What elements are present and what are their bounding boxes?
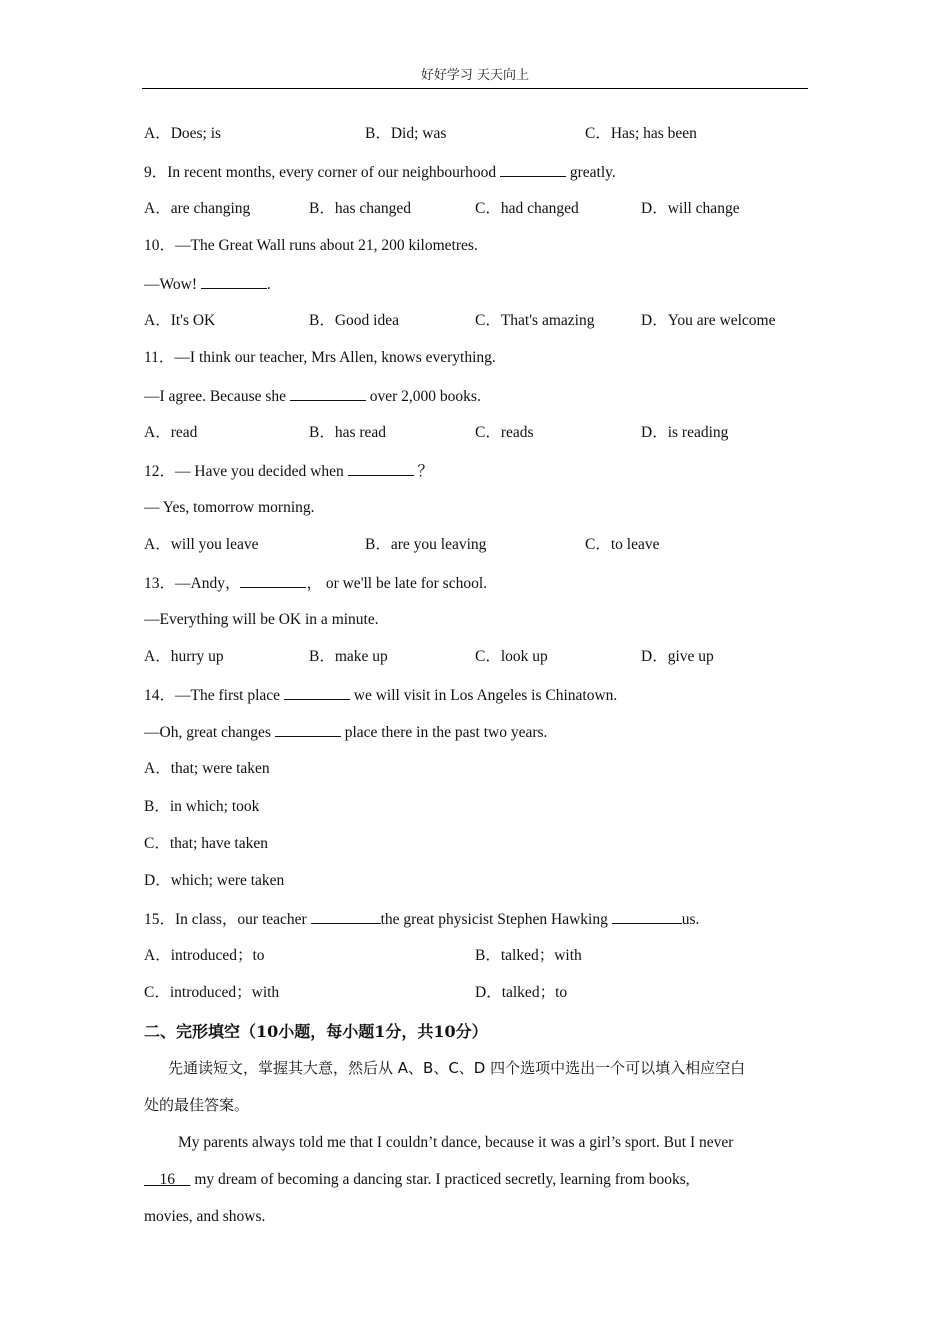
q9-option-a[interactable]: A．are changing <box>144 200 251 217</box>
q15-stem <box>144 909 699 930</box>
q14-stem <box>144 685 617 706</box>
section-title: 二、完形填空（10小题，每小题1分，共10分） <box>144 1022 488 1041</box>
q13-stem-text: 13．—Andy， <box>144 575 241 592</box>
q13-reply: —Everything will be OK in a minute. <box>144 611 379 628</box>
q11-option-c[interactable]: C．reads <box>475 424 534 441</box>
q9-stem-text: 9．In recent months, every corner of our neighbourhood <box>144 164 500 181</box>
answer-blank <box>284 685 350 700</box>
q14-reply <box>144 722 547 743</box>
cloze-blank-number: 16 <box>159 1171 175 1188</box>
q9-stem-end: greatly. <box>565 164 616 181</box>
q12-option-c[interactable]: C．to leave <box>585 536 660 553</box>
q11-option-a[interactable]: A．read <box>144 424 198 441</box>
q13-option-c[interactable]: C．look up <box>475 648 548 665</box>
passage-line-1: My parents always told me that I couldn’t dance, because it was a girl’s sport. But I never <box>178 1134 734 1151</box>
q8-option-a[interactable]: A．Does; is <box>144 125 222 142</box>
q13-stem <box>144 573 487 594</box>
answer-blank <box>201 274 267 289</box>
q11-option-b[interactable]: B．has read <box>309 424 387 441</box>
answer-blank <box>311 909 381 924</box>
q10-stem: 10．—The Great Wall runs about 21, 200 kilometres. <box>144 237 478 254</box>
q9-option-d[interactable]: D．will change <box>641 200 740 217</box>
section-instructions-line1: 先通读短文，掌握其大意，然后从 A、B、C、D 四个选项中选出一个可以填入相应空白 <box>168 1059 746 1077</box>
q13-stem-end: ， or we'll be late for school. <box>306 575 488 592</box>
q13-option-b[interactable]: B．make up <box>309 648 388 665</box>
q14-reply-end: place there in the past two years. <box>340 724 548 741</box>
q15-stem-mid: the great physicist Stephen Hawking <box>380 911 612 928</box>
q12-option-b[interactable]: B．are you leaving <box>365 536 487 553</box>
passage-line-2 <box>144 1170 690 1190</box>
q14-reply-text: —Oh, great changes <box>144 724 275 741</box>
answer-blank <box>612 909 682 924</box>
q14-stem-text: 14．—The first place <box>144 687 284 704</box>
q13-option-d[interactable]: D．give up <box>641 648 714 665</box>
q12-option-a[interactable]: A．will you leave <box>144 536 259 553</box>
q11-stem: 11．—I think our teacher, Mrs Allen, knows everything. <box>144 349 496 366</box>
q9-stem <box>144 162 616 183</box>
section-instructions-line2: 处的最佳答案。 <box>144 1096 250 1114</box>
q10-reply-text: —Wow! <box>144 276 201 293</box>
q14-option-d[interactable]: D．which; were taken <box>144 872 285 889</box>
q8-option-c[interactable]: C．Has; has been <box>585 125 697 142</box>
passage-line-2-text: my dream of becoming a dancing star. I practiced secretly, learning from books, <box>190 1171 690 1188</box>
q15-option-a[interactable]: A．introduced；to <box>144 947 265 964</box>
q11-reply <box>144 386 481 407</box>
q9-option-b[interactable]: B．has changed <box>309 200 412 217</box>
q11-reply-end: over 2,000 books. <box>365 388 481 405</box>
q11-option-d[interactable]: D．is reading <box>641 424 729 441</box>
q15-option-b[interactable]: B．talked；with <box>475 947 582 964</box>
q14-stem-end: we will visit in Los Angeles is Chinatown. <box>349 687 618 704</box>
cloze-blank-16[interactable] <box>144 1171 191 1188</box>
q12-stem-text: 12．— Have you decided when <box>144 463 348 480</box>
q14-option-a[interactable]: A．that; were taken <box>144 760 270 777</box>
q10-option-b[interactable]: B．Good idea <box>309 312 399 329</box>
answer-blank <box>500 162 566 177</box>
q12-stem-end: ？ <box>413 463 433 480</box>
q8-option-b[interactable]: B．Did; was <box>365 125 447 142</box>
q10-reply <box>144 274 271 295</box>
answer-blank <box>275 722 341 737</box>
q15-stem-end: us. <box>681 911 700 928</box>
q15-option-d[interactable]: D．talked；to <box>475 984 568 1001</box>
q12-reply: — Yes, tomorrow morning. <box>144 499 315 516</box>
header-divider <box>142 88 808 89</box>
q14-option-b[interactable]: B．in which; took <box>144 798 260 815</box>
q10-option-a[interactable]: A．It's OK <box>144 312 216 329</box>
answer-blank <box>240 573 306 588</box>
q11-reply-text: —I agree. Because she <box>144 388 290 405</box>
answer-blank <box>348 461 414 476</box>
q10-option-d[interactable]: D．You are welcome <box>641 312 776 329</box>
answer-blank <box>290 386 366 401</box>
q15-stem-text: 15．In class，our teacher <box>144 911 311 928</box>
page-header: 好好学习 天天向上 <box>420 68 530 83</box>
q10-option-c[interactable]: C．That's amazing <box>475 312 595 329</box>
q12-stem <box>144 461 433 482</box>
passage-line-3: movies, and shows. <box>144 1208 266 1225</box>
q9-option-c[interactable]: C．had changed <box>475 200 579 217</box>
q15-option-c[interactable]: C．introduced；with <box>144 984 280 1001</box>
q10-reply-end: . <box>266 276 271 293</box>
q13-option-a[interactable]: A．hurry up <box>144 648 224 665</box>
q14-option-c[interactable]: C．that; have taken <box>144 835 268 852</box>
